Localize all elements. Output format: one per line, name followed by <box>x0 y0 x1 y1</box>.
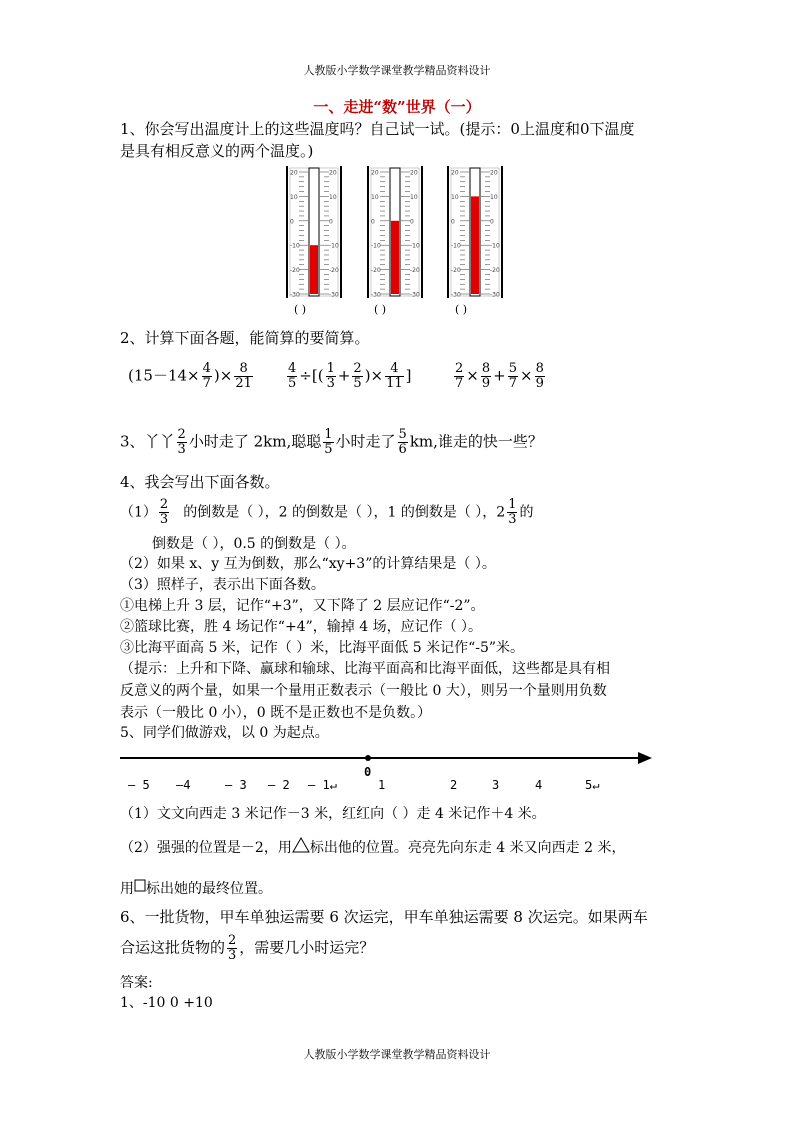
scale-tick-label: 20 <box>290 169 298 177</box>
q2-e2-text-a: ÷[( <box>299 366 324 385</box>
q2-e3-frac1: $\frac{2}{7}$ <box>455 361 464 391</box>
q4-case1: ①电梯上升 3 层，记作“+3”，又下降了 2 层应记作“-2”。 <box>120 598 485 614</box>
scale-tick-label: -10 <box>371 242 381 250</box>
scale-tick-label: -20 <box>490 267 500 275</box>
q4-part1-line1 <box>120 498 533 527</box>
scale-tick-label: 0 <box>371 218 375 226</box>
scale-tick-label: -10 <box>490 242 500 250</box>
q2-expr-2 <box>285 362 412 391</box>
q6-line2 <box>120 934 374 963</box>
q4-part3: （3）照样子，表示出下面各数。 <box>120 577 325 593</box>
q2-e3-text-c: × <box>520 366 533 385</box>
number-line-label: 2 <box>450 778 458 792</box>
q2-e3-frac3: $\frac{5}{7}$ <box>508 361 517 391</box>
q4-case3: ③比海平面高 5 米，记作（ ）米，比海平面低 5 米记作“-5”米。 <box>120 640 525 656</box>
scale-tick-label: 20 <box>490 169 498 177</box>
q5-p2-text-b: 标出他的位置。亮亮先向东走 4 米又向西走 2 米， <box>309 840 626 856</box>
q4-p1-frac: $\frac{2}{3}$ <box>159 497 169 527</box>
thermometer-mercury <box>471 196 479 294</box>
q2-e3-text-a: × <box>466 366 479 385</box>
scale-tick-label: -10 <box>410 242 420 250</box>
thermometer-svg <box>286 166 342 298</box>
q1-line2: 是具有相反意义的两个温度。) <box>120 142 314 160</box>
q1-line1: 1、你会写出温度计上的这些温度吗？自己试一试。(提示：0上温度和0下温度 <box>120 120 635 138</box>
number-line-label: — 2 <box>268 778 290 792</box>
answer-1: 1、-10 0 +10 <box>120 995 213 1011</box>
thermometer-svg <box>447 166 503 298</box>
q4-hint-line2: 反意义的两个量，如果一个量用正数表示（一般比 0 大），则另一个量则用负数 <box>120 683 607 699</box>
scale-tick-label: -20 <box>410 267 420 275</box>
scale-tick-label: -30 <box>329 291 339 298</box>
q4-hint-line3: 表示（一般比 0 小），0 既不是正数也不是负数。） <box>120 705 432 721</box>
q3-line <box>120 428 543 457</box>
q2-e2-text-b: + <box>337 366 351 385</box>
thermometer-3-blank: ( ) <box>455 303 468 316</box>
scale-tick-label: -10 <box>290 242 300 250</box>
scale-tick-label: -30 <box>290 291 300 298</box>
triangle-icon <box>292 837 310 853</box>
scale-tick-label: 20 <box>410 169 418 177</box>
q3-text-d: km,谁走的快一些？ <box>409 432 543 451</box>
scale-tick-label: 10 <box>329 193 337 201</box>
q4-heading: 4、我会写出下面各数。 <box>120 473 280 491</box>
scale-tick-label: 20 <box>371 169 379 177</box>
q2-e2-frac1: $\frac{4}{5}$ <box>288 361 297 391</box>
scale-tick-label: -20 <box>451 267 461 275</box>
thermometer-3 <box>447 166 503 298</box>
thermometer-1 <box>286 166 342 298</box>
q2-e3-frac2: $\frac{8}{9}$ <box>481 361 491 391</box>
number-line-label: 1 <box>378 778 386 792</box>
q6-line1: 6、一批货物，甲车单独运需要 6 次运完，甲车单独运需要 8 次运完。如果两车 <box>120 908 648 926</box>
q6-text-b: ，需要几小时运完？ <box>239 938 375 957</box>
q4-p1-text-c: 的 <box>519 504 534 521</box>
q4-case2: ②篮球比赛，胜 4 场记作“+4”，输掉 4 场，应记作（ ）。 <box>120 619 483 635</box>
page-footer: 人教版小学数学课堂教学精品资料设计 <box>303 1048 491 1061</box>
scale-tick-label: -30 <box>371 291 381 298</box>
q2-e1-text-a: (15－14× <box>128 366 200 385</box>
q3-text-b: 小时走了 2km,聪聪 <box>188 432 322 451</box>
q2-e3-frac4: $\frac{8}{9}$ <box>535 361 544 391</box>
q2-e2-text-d: ] <box>405 366 412 385</box>
q3-frac1: $\frac{2}{3}$ <box>177 427 186 457</box>
q2-heading: 2、计算下面各题，能简算的要简算。 <box>120 329 370 347</box>
number-line-label: —4 <box>176 778 191 792</box>
scale-tick-label: -10 <box>329 242 339 250</box>
scale-tick-label: 10 <box>490 193 498 201</box>
scale-tick-label: -20 <box>329 267 339 275</box>
number-line-label: 0 <box>364 765 372 779</box>
q5-part2 <box>120 837 625 859</box>
thermometer-2 <box>367 166 423 298</box>
q2-e1-frac2: $\frac{8}{21}$ <box>235 361 252 391</box>
q5-part1: （1）文文向西走 3 米记作－3 米，红红向（ ）走 4 米记作＋4 米。 <box>120 806 546 822</box>
thermometer-mercury <box>310 245 318 294</box>
scale-tick-label: 0 <box>490 218 494 226</box>
scale-tick-label: -30 <box>410 291 420 298</box>
number-line-origin-dot <box>365 755 371 761</box>
q2-e2-text-c: )× <box>364 366 384 385</box>
q3-text-c: 小时走了 <box>335 432 396 451</box>
scale-tick-label: 0 <box>329 218 333 226</box>
q4-p1-text-b: 的倒数是（ ），2 的倒数是（ ），1 的倒数是（ ），2 <box>183 504 506 521</box>
number-line-arrow-icon <box>638 752 652 764</box>
q5-heading: 5、同学们做游戏，以 0 为起点。 <box>120 725 329 741</box>
number-line-label: 5↵ <box>585 778 600 792</box>
scale-tick-label: 10 <box>371 193 379 201</box>
q6-text-a: 合运这批货物的 <box>120 938 226 957</box>
thermometer-1-blank: ( ) <box>294 303 307 316</box>
q5-p3-text-a: 用 <box>120 881 134 897</box>
scale-tick-label: -20 <box>290 267 300 275</box>
square-icon <box>134 879 146 893</box>
scale-tick-label: -30 <box>490 291 500 298</box>
number-line-label: — 5 <box>128 778 150 792</box>
number-line-label: — 1↵ <box>308 778 337 792</box>
q4-part2: （2）如果 x、y 互为倒数，那么“xy+3”的计算结果是（ ）。 <box>120 556 496 572</box>
scale-tick-label: 10 <box>290 193 298 201</box>
scale-tick-label: 10 <box>451 193 459 201</box>
q2-e3-text-b: + <box>493 366 506 385</box>
number-line-label: 3 <box>492 778 500 792</box>
scale-tick-label: 0 <box>410 218 414 226</box>
q4-part1-line2: 倒数是（ ），0.5 的倒数是（ ）。 <box>152 536 356 552</box>
thermometer-2-blank: ( ) <box>374 303 387 316</box>
scale-tick-label: -30 <box>451 291 461 298</box>
q5-p3-text-b: 标出她的最终位置。 <box>146 881 272 897</box>
q6-frac: $\frac{2}{3}$ <box>228 933 237 963</box>
page-header: 人教版小学数学课堂教学精品资料设计 <box>303 64 491 77</box>
thermometer-svg <box>367 166 423 298</box>
answers-heading: 答案: <box>120 975 153 991</box>
scale-tick-label: 0 <box>290 218 294 226</box>
thermometer-mercury <box>391 221 399 294</box>
q2-e2-frac2: $\frac{1}{3}$ <box>326 361 335 391</box>
scale-tick-label: 10 <box>410 193 418 201</box>
number-line <box>118 745 658 775</box>
scale-tick-label: 20 <box>329 169 337 177</box>
q3-frac3: $\frac{5}{6}$ <box>398 427 407 457</box>
q2-expr-3 <box>452 362 547 391</box>
q3-frac2: $\frac{1}{5}$ <box>324 427 333 457</box>
number-line-label: — 3 <box>225 778 247 792</box>
q2-e2-frac3: $\frac{2}{5}$ <box>353 361 362 391</box>
q4-p1-text-a: （1） <box>120 504 157 521</box>
q2-e2-frac4: $\frac{4}{11}$ <box>386 361 403 391</box>
q3-text-a: 3、丫丫 <box>120 432 175 451</box>
q2-e1-text-b: )× <box>213 366 233 385</box>
q2-e1-frac1: $\frac{4}{7}$ <box>202 361 211 391</box>
q2-expr-1 <box>128 362 255 391</box>
q4-p1-mixed-frac: $\frac{1}{3}$ <box>508 497 517 527</box>
q4-hint-line1: （提示：上升和下降、赢球和输球、比海平面高和比海平面低，这些都是具有相 <box>120 661 610 677</box>
page-title: 一、走进“数”世界（一） <box>313 98 481 116</box>
number-line-label: 4 <box>535 778 543 792</box>
q5-part3 <box>120 878 272 900</box>
scale-tick-label: -20 <box>371 267 381 275</box>
scale-tick-label: -10 <box>451 242 461 250</box>
scale-tick-label: 0 <box>451 218 455 226</box>
scale-tick-label: 20 <box>451 169 459 177</box>
q5-p2-text-a: （2）强强的位置是－2，用 <box>120 840 292 856</box>
